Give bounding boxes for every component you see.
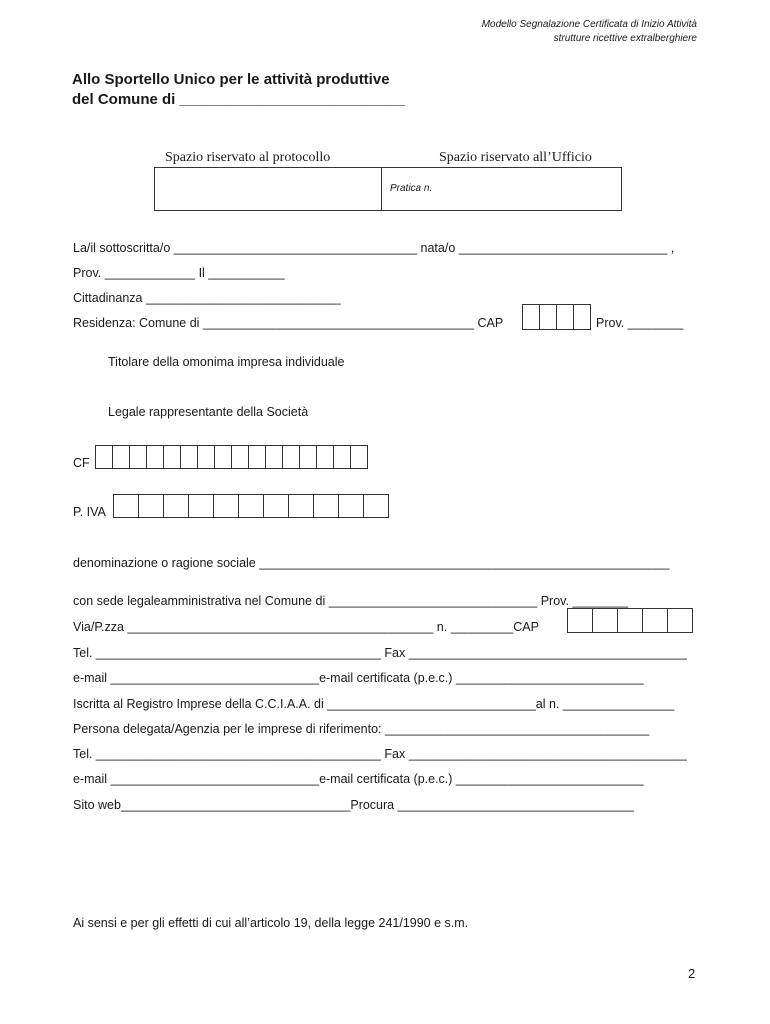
protocol-label: Spazio riservato al protocollo <box>165 150 331 165</box>
residenza-prov-line[interactable]: Prov. ________ <box>596 316 684 330</box>
page-number: 2 <box>688 966 696 981</box>
pratica-label: Pratica n. <box>390 183 433 194</box>
piva-label: P. IVA <box>73 505 106 519</box>
cf-cells[interactable] <box>95 445 368 469</box>
header-model-subtitle: strutture ricettive extralberghiere <box>553 33 697 44</box>
residenza-cap-cells[interactable] <box>522 304 591 330</box>
email-pec-line[interactable]: e-mail ______________________________e-mail certificata (p.e.c.) ___________________________ <box>73 671 644 685</box>
piva-cells[interactable] <box>113 494 389 518</box>
sede-cap-cells[interactable] <box>567 608 693 633</box>
protocol-box-divider <box>381 167 382 210</box>
tel-fax-line[interactable]: Tel. _________________________________________ Fax ________________________________________ <box>73 646 687 660</box>
option-legale[interactable]: Legale rappresentante della Società <box>108 405 309 419</box>
cf-label: CF <box>73 456 90 470</box>
delegato-tel-fax-line[interactable]: Tel. _________________________________________ Fax ________________________________________ <box>73 747 687 761</box>
sito-procura-line[interactable]: Sito web_________________________________Procura __________________________________ <box>73 798 634 812</box>
cittadinanza-line[interactable]: Cittadinanza ____________________________ <box>73 291 341 305</box>
registro-imprese-line[interactable]: Iscritta al Registro Imprese della C.C.I.A.A. di ______________________________al n. ________________ <box>73 697 675 711</box>
denominazione-line[interactable]: denominazione o ragione sociale ___________________________________________________________ <box>73 556 670 570</box>
legal-reference: Ai sensi e per gli effetti di cui all’articolo 19, della legge 241/1990 e s.m. <box>73 916 469 930</box>
sottoscritto-line[interactable]: La/il sottoscritta/o ___________________________________ nata/o ______________________________ , <box>73 241 675 255</box>
via-line[interactable]: Via/P.zza ____________________________________________ n. _________CAP <box>73 620 539 634</box>
residenza-line[interactable]: Residenza: Comune di _______________________________________ CAP <box>73 316 504 330</box>
persona-delegata-line[interactable]: Persona delegata/Agenzia per le imprese di riferimento: ______________________________________ <box>73 722 650 736</box>
option-titolare[interactable]: Titolare della omonima impresa individuale <box>108 355 345 369</box>
prov-date-line[interactable]: Prov. _____________ Il ___________ <box>73 266 285 280</box>
delegato-email-pec-line[interactable]: e-mail ______________________________e-mail certificata (p.e.c.) ___________________________ <box>73 772 644 786</box>
header-model-title: Modello Segnalazione Certificata di Inizio Attività <box>481 19 697 30</box>
protocol-box <box>154 167 622 211</box>
office-label: Spazio riservato all’Ufficio <box>439 150 592 165</box>
sede-line[interactable]: con sede legaleamministrativa nel Comune di ______________________________ Prov. ________ <box>73 594 629 608</box>
page-title-comune: del Comune di ___________________________ <box>72 91 405 108</box>
page-title: Allo Sportello Unico per le attività produttive <box>72 71 390 88</box>
